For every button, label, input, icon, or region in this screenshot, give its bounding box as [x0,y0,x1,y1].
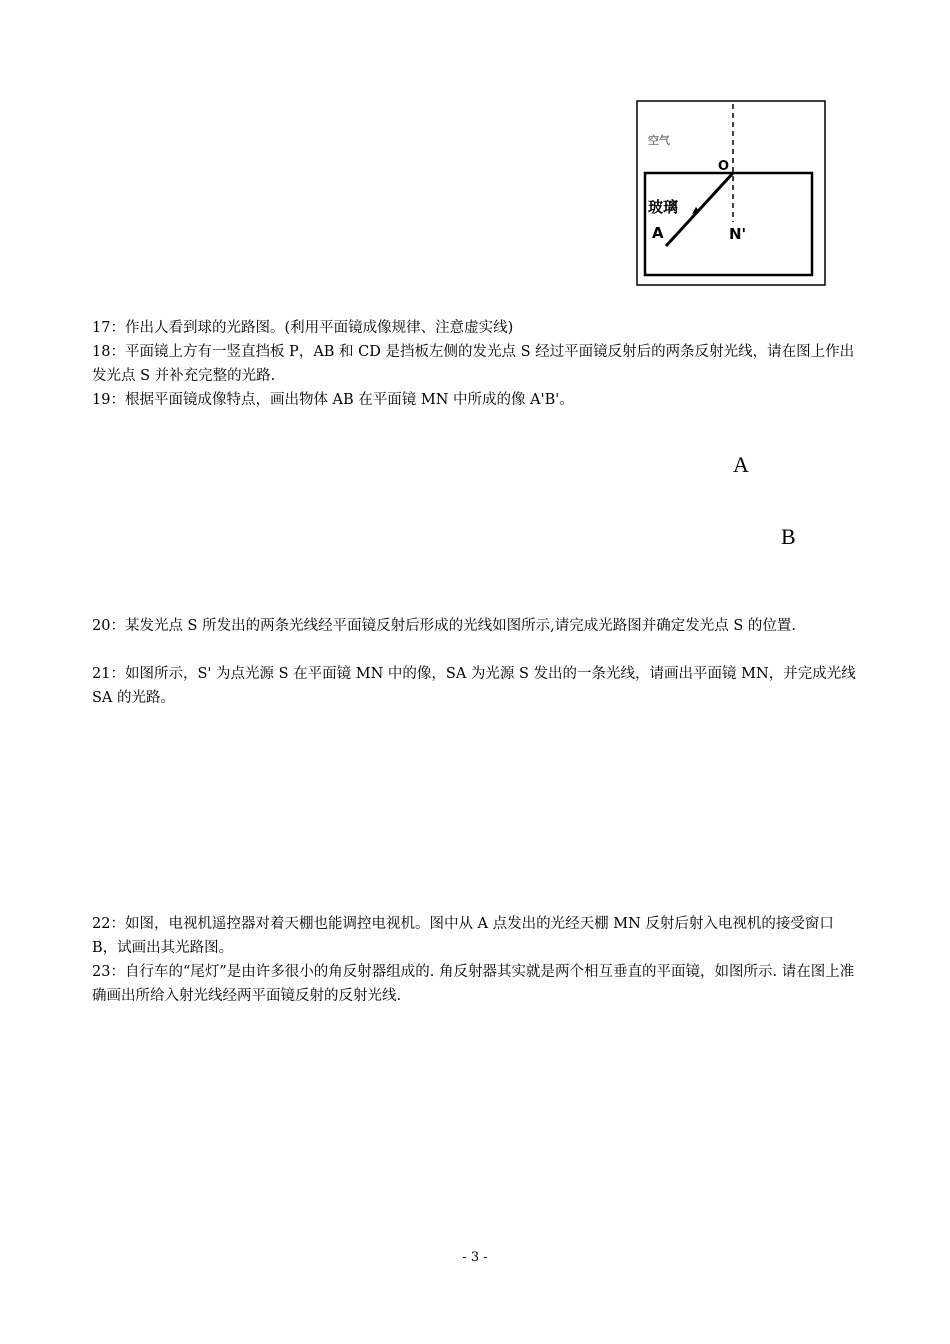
label-n: N' [729,225,747,243]
question-17: 17：作出人看到球的光路图。(利用平面镜成像规律、注意虚实线) [92,320,514,336]
label-glass: 玻璃 [648,198,679,216]
label-partial: 空气 [648,134,670,147]
question-18: 18：平面镜上方有一竖直挡板 P，AB 和 CD 是挡板左侧的发光点 S 经过平面镜反射后的两条反射光线，请在图上作出发光点 S 并补充完整的光路. [92,344,855,384]
label-a: A [652,224,664,242]
question-20: 20：某发光点 S 所发出的两条光线经平面镜反射后形成的光线如图所示,请完成光路图并确定发光点 S 的位置. [92,618,796,634]
question-19: 19：根据平面镜成像特点，画出物体 AB 在平面镜 MN 中所成的像 A'B'。 [92,392,574,408]
refraction-figure [636,100,826,286]
refraction-diagram [636,100,826,286]
question-23: 23：自行车的“尾灯”是由许多很小的角反射器组成的. 角反射器其实就是两个相互垂直的平面镜，如图所示. 请在图上准确画出所给入射光线经两平面镜反射的反射光线. [92,964,855,1004]
question-22: 22：如图，电视机遥控器对着天棚也能调控电视机。图中从 A 点发出的光经天棚 MN 反射后射入电视机的接受窗口 B，试画出其光路图。 [92,916,834,956]
page-number: - 3 - [462,1250,488,1265]
figure-border [637,101,825,285]
glass-block [645,173,812,275]
point-a-label: A [733,452,749,477]
label-o: O [718,159,730,174]
question-21: 21：如图所示，S' 为点光源 S 在平面镜 MN 中的像，SA 为光源 S 发出的一条光线，请画出平面镜 MN，并完成光线 SA 的光路。 [92,666,856,706]
point-b-label: B [781,524,796,549]
